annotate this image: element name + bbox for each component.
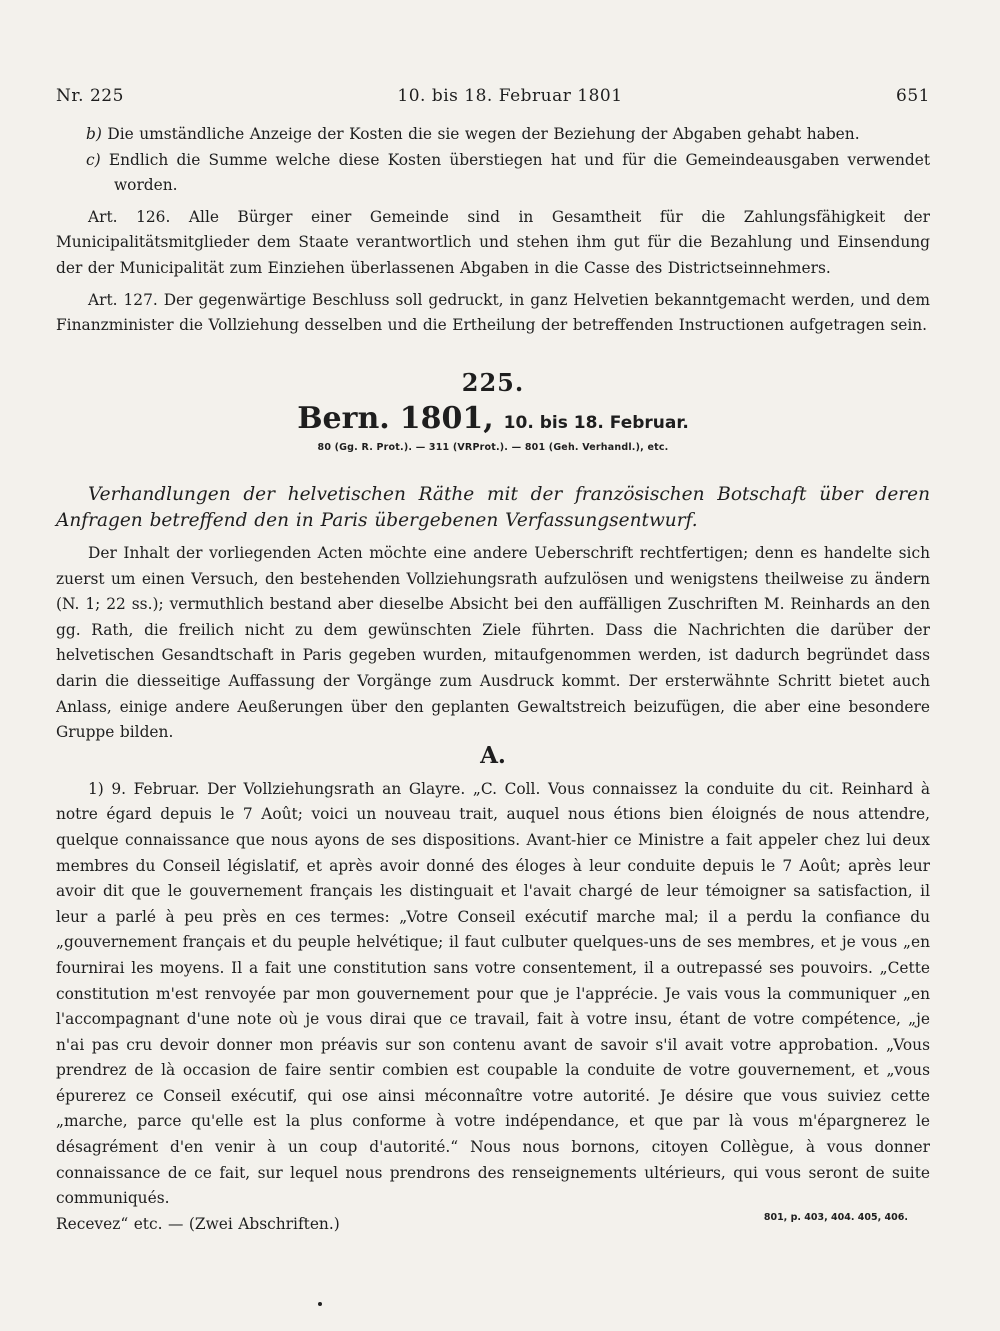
section-heading: A. <box>480 741 506 769</box>
article-127: Art. 127. Der gegenwärtige Beschluss soll gedruckt, in ganz Helvetien bekanntgemacht werden, und dem Finanzminister die Vollziehung desselben und die Ertheilung der betreffenden Instructionen aufgetragen sein. <box>56 290 930 335</box>
entry-1: 1) 9. Februar. Der Vollziehungsrath an Glayre. „C. Coll. Vous connaissez la conduite du cit. Reinhard à notre égard depuis le 7 Août; voici un nouveau trait, auquel nous étions bien éloignés de nous attendre, quelque connaissance que nous ayons de ses dispositions. Avant-hier ce Ministre a fait appeler chez lui deux membres du Conseil législatif, et après avoir donné des éloges à leur conduite depuis le 7 Août; après leur avoir dit que le gouvernement français les distinguait et l'avait chargé de leur témoigner sa satisfaction, il leur a parlé à peu près en ces termes: „Votre Conseil exécutif marche mal; il a perdu la confiance du „gouvernement français et du peuple helvétique; il faut culbuter quelques-uns de ses membres, et je vous „en fournirai les moyens. Il a fait une constitution sans votre consentement, il a outrepassé ses pouvoirs. „Cette constitution m'est renvoyée par mon gouvernement pour que je l'apprécie. Je vais vous la communiquer „en l'accompagnant d'une note où je vous dirai que ce travail, fait à votre insu, étant de votre compétence, „je n'ai pas cru devoir donner mon préavis sur son contenu avant de savoir s'il avait votre approbation. „Vous prendrez de là occasion de faire sentir combien est coupable la conduite de votre gouvernement, et „vous épurerez ce Conseil exécutif, qui ose ainsi méconnaître votre autorité. Je désire que vous suiviez cette „marche, parce qu'elle est la plus conforme à votre indépendance, et que par là vous m'épargnerez le désagrément d'en venir à un coup d'autorité.“ Nous nous bornons, citoyen Collègue, à vous donner connaissance de ce fait, sur lequel nous prendrons des renseignements ultérieurs, qui vous seront de suite communiqués. <box>56 779 930 1208</box>
article-126: Art. 126. Alle Bürger einer Gemeinde sind in Gesamtheit für die Zahlungsfähigkeit der Municipalitätsmitglieder dem Staate verantwortlich und stehen ihm gut für die Bezahlung und Einsendung der der Municipalität zum Einziehen überlassenen Abgaben in die Casse des Districtseinnehmers. <box>56 207 930 277</box>
place-date-line <box>56 401 930 436</box>
item-b-label: b) <box>86 125 102 143</box>
item-c-label: c) <box>86 150 101 169</box>
header-date: 10. bis 18. Februar 1801 <box>397 86 623 106</box>
document-sources: 80 (Gg. R. Prot.). — 311 (VRProt.). — 801 (Geh. Verhandl.), etc. <box>317 442 669 453</box>
document-heading <box>56 368 930 453</box>
source-reference: 801, p. 403, 404. 405, 406. <box>763 1212 908 1224</box>
document-number: 225. <box>461 368 525 397</box>
document-subject: Verhandlungen der helvetischen Räthe mit der französischen Botschaft über deren Anfragen betreffend den in Paris übergebenen Verfassungsentwurf. <box>56 484 930 531</box>
continuation-block <box>56 122 930 339</box>
page-number: 651 <box>896 86 930 106</box>
item-b <box>56 122 930 148</box>
introduction: Der Inhalt der vorliegenden Acten möchte eine andere Ueberschrift rechtfertigen; denn es handelte sich zuerst um einen Versuch, den bestehenden Vollziehungsrath aufzulösen und wenigstens theilweise zu ändern (N. 1; 22 ss.); vermuthlich bestand aber dieselbe Absicht bei den auffälligen Zuschriften M. Reinhards an den gg. Rath, die freilich nicht zu dem gewünschten Ziele führten. Dass die Nachrichten die darüber der helvetischen Gesandtschaft in Paris gegeben wurden, mitaufgenommen werden, ist dadurch begründet dass darin die diesseitige Auffassung der Vorgänge zum Ausdruck kommt. Der ersterwähnte Schritt bietet auch Anlass, einige andere Aeußerungen über den geplanten Gewaltstreich beizufügen, die aber eine besondere Gruppe bilden. <box>56 544 930 742</box>
document-year: 1801, <box>399 401 494 436</box>
closing-row <box>56 1212 930 1238</box>
item-c <box>56 148 930 199</box>
item-c-text: Endlich die Summe welche diese Kosten überstiegen hat und für die Gemeindeausgaben verwendet worden. <box>108 150 931 195</box>
item-b-text: Die umständliche Anzeige der Kosten die sie wegen der Beziehung der Abgaben gehabt haben. <box>107 125 860 143</box>
header-number: Nr. 225 <box>56 86 124 106</box>
document-place: Bern. <box>297 401 390 436</box>
running-header <box>56 86 930 106</box>
document-body <box>56 482 930 1237</box>
closing-line: Recevez“ etc. — (Zwei Abschriften.) <box>56 1214 340 1233</box>
page-mark <box>318 1302 322 1306</box>
document-dates: 10. bis 18. Februar. <box>503 413 689 433</box>
